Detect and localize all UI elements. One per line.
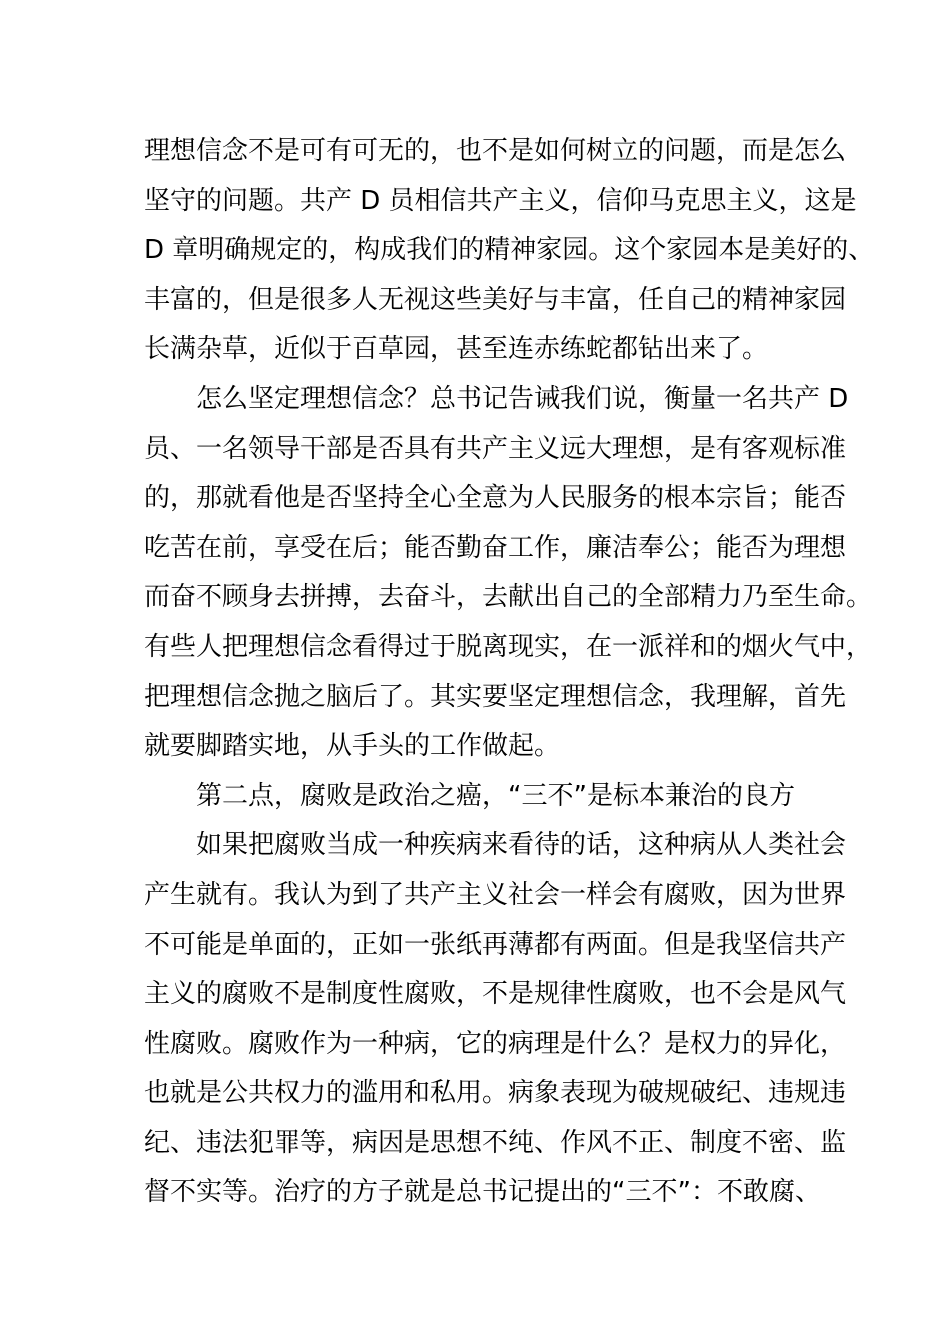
text-line: 产生就有。我认为到了共产主义社会一样会有腐败，因为世界: [144, 879, 847, 910]
text-line: 理想信念不是可有可无的，也不是如何树立的问题，而是怎么: [144, 136, 847, 166]
text-line: 有些人把理想信念看得过于脱离现实，在一派祥和的烟火气中，: [144, 631, 873, 662]
text-line: 督不实等。治疗的方子就是总书记提出的“三不”：不敢腐、: [144, 1177, 821, 1208]
text-line: 坚守的问题。共产 D 员相信共产主义，信仰马克思主义，这是: [144, 185, 857, 216]
text-line: 吃苦在前，享受在后；能否勤奋工作，廉洁奉公；能否为理想: [144, 532, 847, 563]
paragraph-first-line: 怎么坚定理想信念？总书记告诫我们说，衡量一名共产 D: [196, 383, 849, 414]
text-line: 而奋不顾身去拼搏，去奋斗，去献出自己的全部精力乃至生命。: [144, 582, 873, 613]
text-line: 不可能是单面的，正如一张纸再薄都有两面。但是我坚信共产: [144, 929, 847, 960]
text-line: 长满杂草，近似于百草园，甚至连赤练蛇都钻出来了。: [144, 334, 769, 365]
text-line: 纪、违法犯罪等，病因是思想不纯、作风不正、制度不密、监: [144, 1127, 847, 1158]
body-text: [144, 127, 875, 1218]
text-line: 也就是公共权力的滥用和私用。病象表现为破规破纪、违规违: [144, 1078, 847, 1109]
section-heading: 第二点，腐败是政治之癌，“三不”是标本兼治的良方: [196, 780, 795, 811]
text-line: 性腐败。腐败作为一种病，它的病理是什么？是权力的异化，: [144, 1028, 847, 1059]
text-line: 丰富的，但是很多人无视这些美好与丰富，任自己的精神家园: [144, 284, 847, 315]
text-line: 的，那就看他是否坚持全心全意为人民服务的根本宗旨；能否: [144, 483, 847, 514]
paragraph-first-line: 如果把腐败当成一种疾病来看待的话，这种病从人类社会: [196, 830, 847, 861]
text-line: D 章明确规定的，构成我们的精神家园。这个家园本是美好的、: [144, 235, 875, 266]
text-line: 员、一名领导干部是否具有共产主义远大理想，是有客观标准: [144, 433, 847, 464]
text-line: 把理想信念抛之脑后了。其实要坚定理想信念，我理解，首先: [144, 681, 847, 712]
text-line: 主义的腐败不是制度性腐败，不是规律性腐败，也不会是风气: [144, 979, 847, 1010]
text-line: 就要脚踏实地，从手头的工作做起。: [144, 731, 561, 762]
